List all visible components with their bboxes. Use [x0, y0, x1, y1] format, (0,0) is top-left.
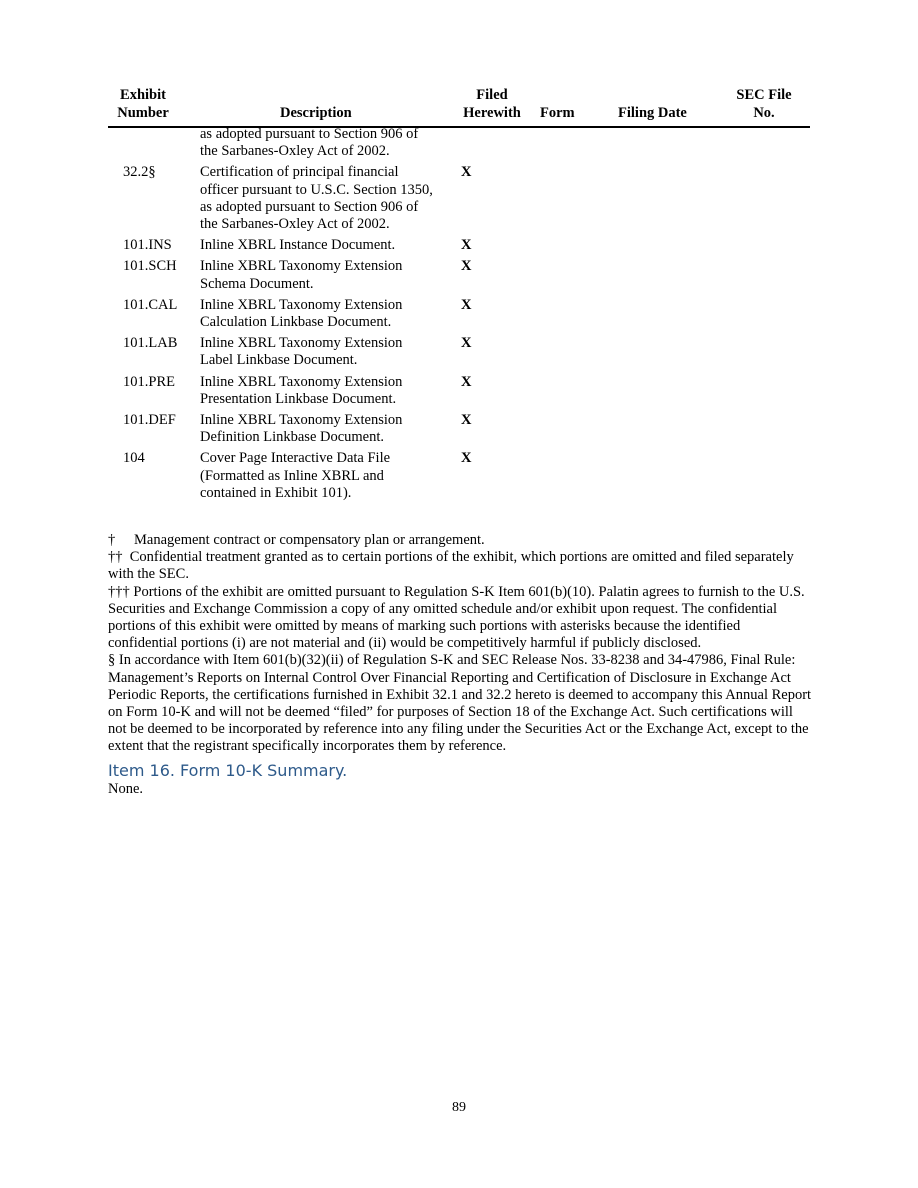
- exhibit-number: 32.2§: [123, 164, 156, 181]
- description-line: Calculation Linkbase Document.: [200, 314, 392, 331]
- exhibit-description: [200, 412, 450, 446]
- description-line: Inline XBRL Taxonomy Extension: [200, 373, 403, 390]
- header-filed-herewith: Filed Herewith: [463, 87, 521, 121]
- description-line: Definition Linkbase Document.: [200, 429, 385, 446]
- footnote-double-dagger: †† Confidential treatment granted as to certain portions of the exhibit, which portions are omitted and filed separately with the SEC.: [108, 549, 794, 583]
- footnote-dagger: † Management contract or compensatory plan or arrangement.: [108, 532, 485, 548]
- exhibit-description: [200, 450, 450, 502]
- header-form: Form: [540, 105, 575, 121]
- exhibit-number: 101.LAB: [123, 335, 178, 352]
- page-number: 89: [452, 1100, 466, 1115]
- description-line: Inline XBRL Taxonomy Extension: [200, 258, 403, 275]
- table-row: [108, 412, 810, 446]
- description-line: contained in Exhibit 101).: [200, 484, 352, 501]
- description-line: the Sarbanes-Oxley Act of 2002.: [200, 216, 390, 233]
- filed-herewith-mark: X: [461, 450, 472, 467]
- description-line: Schema Document.: [200, 275, 314, 292]
- table-row: [108, 164, 810, 233]
- filed-herewith-mark: X: [461, 164, 472, 181]
- footnotes: [108, 532, 813, 756]
- description-line: as adopted pursuant to Section 906 of: [200, 126, 419, 142]
- exhibit-number: 101.INS: [123, 237, 172, 254]
- footnote-section: § In accordance with Item 601(b)(32)(ii) of Regulation S-K and SEC Release Nos. 33-8238 and 34-47986, Final Rule: Management’s Reports on Internal Control Over Financial Reporting and Certification of Disclosure in Exchange Act Periodic Reports, the certifications furnished in Exhibit 32.1 and 32.2 hereto is deemed to accompany this Annual Report on Form 10-K and will not be deemed “filed” for purposes of Section 18 of the Exchange Act. Such certifications will not be deemed to be incorporated by reference into any filing under the Securities Act or the Exchange Act, except to the extent that the registrant specifically incorporates them by reference.: [108, 652, 812, 755]
- table-row: [108, 335, 810, 369]
- exhibit-number: 101.PRE: [123, 373, 175, 390]
- filed-herewith-mark: X: [461, 237, 472, 254]
- description-line: as adopted pursuant to Section 906 of: [200, 198, 419, 215]
- description-line: Cover Page Interactive Data File: [200, 450, 391, 467]
- description-line: Presentation Linkbase Document.: [200, 390, 397, 407]
- header-exhibit-number: Exhibit Number: [117, 87, 169, 121]
- exhibit-table-body: [108, 126, 810, 502]
- description-line: Certification of principal financial: [200, 164, 399, 181]
- header-description: Description: [280, 105, 352, 121]
- exhibit-description: [200, 374, 450, 408]
- description-line: the Sarbanes-Oxley Act of 2002.: [200, 143, 390, 160]
- description-line: Inline XBRL Instance Document.: [200, 237, 396, 254]
- description-line: Label Linkbase Document.: [200, 352, 358, 369]
- exhibit-number: 101.CAL: [123, 296, 178, 313]
- exhibit-description: [200, 164, 450, 233]
- header-filing-date: Filing Date: [618, 105, 687, 121]
- exhibit-description: [200, 258, 450, 292]
- table-row: [108, 374, 810, 408]
- description-line: Inline XBRL Taxonomy Extension: [200, 335, 403, 352]
- exhibit-number: 101.SCH: [123, 258, 177, 275]
- header-sec-file-no: SEC File No.: [736, 87, 792, 121]
- table-row: [108, 237, 810, 254]
- item16-heading: Item 16. Form 10-K Summary.: [108, 761, 348, 780]
- description-line: Inline XBRL Taxonomy Extension: [200, 296, 403, 313]
- description-line: Inline XBRL Taxonomy Extension: [200, 412, 403, 429]
- item16-body: None.: [108, 781, 144, 797]
- table-row: [108, 126, 810, 160]
- table-header: [108, 86, 810, 128]
- filed-herewith-mark: X: [461, 258, 472, 275]
- exhibit-description: [200, 335, 450, 369]
- table-row: [108, 297, 810, 331]
- description-line: officer pursuant to U.S.C. Section 1350,: [200, 181, 433, 198]
- filed-herewith-mark: X: [461, 335, 472, 352]
- filed-herewith-mark: X: [461, 373, 472, 390]
- description-line: (Formatted as Inline XBRL and: [200, 467, 384, 484]
- exhibit-number: 104: [123, 450, 145, 467]
- filed-herewith-mark: X: [461, 412, 472, 429]
- exhibit-description: [200, 126, 450, 160]
- filed-herewith-mark: X: [461, 296, 472, 313]
- table-row: [108, 258, 810, 292]
- table-row: [108, 450, 810, 502]
- exhibit-description: [200, 297, 450, 331]
- exhibit-number: 101.DEF: [123, 412, 176, 429]
- exhibit-description: [200, 237, 450, 254]
- footnote-triple-dagger: ††† Portions of the exhibit are omitted pursuant to Regulation S-K Item 601(b)(10). Palatin agrees to furnish to the U.S. Securities and Exchange Commission a copy of any omitted schedule and/or exhibit upon request. The confidential portions of this exhibit were omitted by means of marking such portions with asterisks because the identified confidential portions (i) are not material and (ii) would be competitively harmful if publicly disclosed.: [108, 583, 805, 652]
